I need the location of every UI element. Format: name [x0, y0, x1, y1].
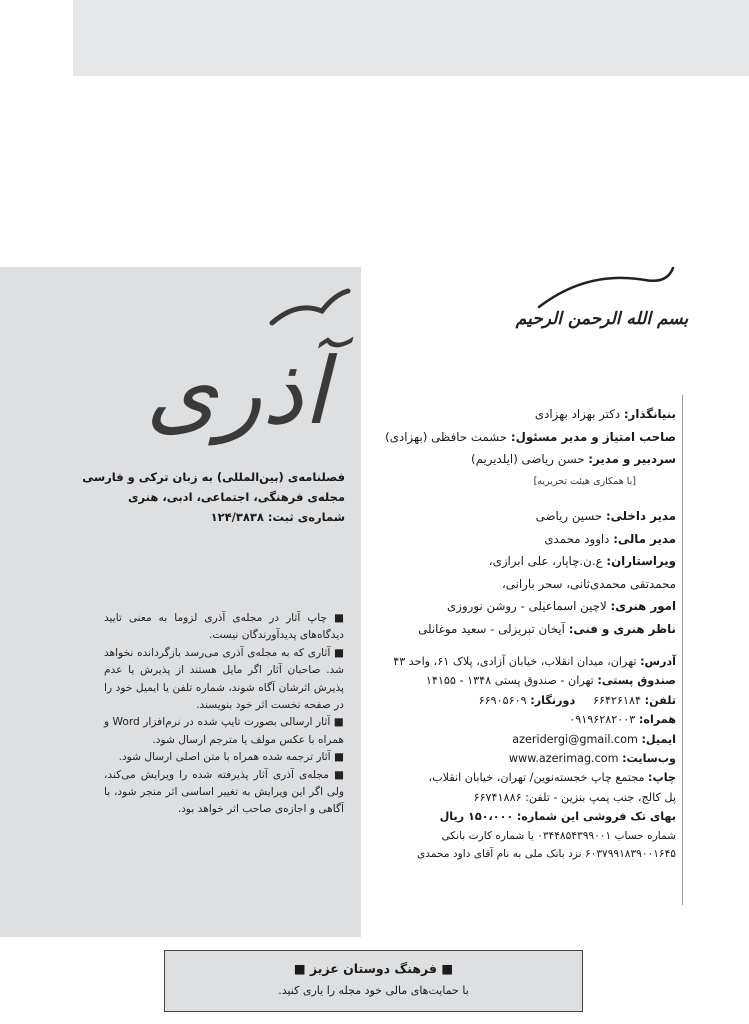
art-affairs-value: لاچین اسماعیلی - روشن نوروزی [447, 599, 607, 613]
price-line [380, 807, 676, 826]
founder-value: دکتر بهزاد بهزادی [534, 407, 621, 421]
column-divider [682, 395, 683, 905]
finance-manager-line [380, 528, 676, 551]
basmala-swash [539, 268, 673, 307]
magazine-line-2: مجله‌ی فرهنگی، اجتماعی، ادبی، هنری [127, 490, 345, 504]
mobile-label: همراه: [638, 713, 676, 727]
footer-title: ■ فرهنگ دوستان عزیز ■ [293, 961, 454, 976]
mobile-value: ۰۹۱۹۶۲۸۲۰۰۳ [569, 713, 636, 727]
printer-value: مجتمع چاپ خجسته‌نوین/ تهران، خیابان انقلاب، [428, 771, 645, 785]
finance-manager-label: مدیر مالی: [613, 531, 676, 546]
pobox-label: صندوق پستی: [597, 674, 676, 688]
fax-label: دورنگار: [530, 693, 576, 707]
internal-manager-label: مدیر داخلی: [605, 509, 676, 523]
phone-value: ۶۶۴۲۶۱۸۴ [592, 693, 642, 707]
magazine-line-1: فصلنامه‌ی (بین‌المللی) به زبان ترکی و فارسی [82, 470, 345, 484]
art-affairs-line [380, 595, 676, 618]
account-line: شماره حساب ۰۳۴۴۸۵۴۳۹۹۰۰۱ یا شماره کارت بانکی [441, 829, 676, 842]
footer-subtitle: با حمایت‌های مالی خود مجله را یاری کنید. [278, 984, 469, 997]
mobile-line [380, 710, 676, 729]
founder-line [380, 403, 676, 426]
editor-in-chief-value: حسن ریاضی (ایلدیریم) [471, 452, 585, 466]
price-value: ۱۵۰،۰۰۰ ریال [439, 810, 514, 824]
note-item: ■ آثار ترجمه شده همراه با متن اصلی ارسال شود. [118, 751, 344, 764]
owner-value: حشمت حافظی (بهزادی) [385, 429, 508, 444]
top-gray-band [73, 0, 749, 76]
editors-line-2: محمدتقی محمدی‌ثانی، سحر بارانی، [501, 576, 676, 591]
editor-in-chief-line [380, 448, 676, 471]
registration-line [122, 507, 345, 527]
address-label: آدرس: [640, 655, 676, 668]
note-item: ■ آثار ارسالی بصورت تایپ شده در نرم‌افزار Word و همراه با عکس مولف یا مترجم ارسال شود. [104, 716, 344, 746]
owner-line [380, 426, 676, 449]
azeri-logo [122, 283, 352, 451]
website-label: وب‌سایت: [622, 752, 676, 766]
editor-in-chief-label: سردبیر و مدیر: [588, 452, 676, 466]
basmala-calligraphy [515, 262, 689, 342]
internal-manager-value: حسین ریاضی [535, 509, 603, 523]
art-supervisor-value: آیخان تبریزلی - سعید موغانلی [418, 621, 565, 636]
printer-label: چاپ: [648, 771, 676, 785]
note-item: ■ مجله‌ی آذری آثار پذیرفته شده را ویرایش می‌کند، ولی اگر این ویرایش به تغییر اساسی اثر منجر شود، با آگاهی و اجازه‌ی صاحب اثر خواهد بود. [104, 768, 344, 816]
basmala-text: بسم الله الرحمن الرحیم [515, 309, 689, 329]
note-item: ■ چاپ آثار در مجله‌ی آذری لزوما به معنی تایید دیدگاه‌های پدیدآورندگان نیست. [104, 612, 344, 642]
address-value: تهران، میدان انقلاب، خیابان آزادی، پلاک ۶۱، واحد ۴۳ [393, 655, 637, 668]
owner-label: صاحب امتیاز و مدیر مسئول: [510, 429, 676, 444]
website-line [380, 749, 676, 768]
email-line [380, 730, 676, 749]
editors-value: ع.ن.چاپار، علی ابرازی، [488, 554, 603, 568]
phone-fax-line [380, 691, 676, 710]
art-affairs-label: امور هنری: [610, 599, 676, 613]
editors-label: ویراستاران: [606, 554, 676, 568]
art-supervisor-label: ناظر هنری و فنی: [568, 621, 676, 636]
printer-line [380, 768, 676, 787]
registration-number: ۱۲۴/۳۸۳۸ [210, 510, 264, 524]
address-line [380, 652, 676, 671]
art-supervisor-line [380, 618, 676, 641]
registration-label: شماره‌ی ثبت: [267, 510, 345, 524]
editors-line [380, 550, 676, 573]
pobox-line [380, 671, 676, 690]
card-line: ۶۰۳۷۹۹۱۸۳۹۰۰۱۶۴۵ نزد بانک ملی به نام آقای داود محمدی [417, 848, 676, 861]
internal-manager-line [380, 505, 676, 528]
email-value: azeridergi@gmail.com [512, 732, 638, 746]
pobox-value: تهران - صندوق پستی ۱۳۴۸ - ۱۴۱۵۵ [425, 674, 594, 688]
finance-manager-value: داوود محمدی [544, 531, 610, 546]
website-value: www.azerimag.com [508, 752, 619, 766]
fax-value: ۶۶۹۰۵۶۰۹ [478, 693, 527, 707]
note-item: ■ آثاری که به مجله‌ی آذری می‌رسد بازگردانده نخواهد شد. صاحبان آثار اگر مایل هستند از پذیرش یا عدم پذیرش اثرشان آگاه شوند، شماره تلفن یا ایمیل خود را در صفحه نخست اثر خود بنویسند. [104, 646, 344, 712]
masthead-column [380, 403, 676, 864]
submission-notes [104, 610, 344, 819]
printer-line-2: پل کالج، جنب پمپ بنزین - تلفن: ۶۶۷۴۱۸۸۶ [473, 790, 676, 804]
magazine-info [82, 467, 345, 527]
email-label: ایمیل: [641, 732, 676, 746]
editorial-board-note: [با همکاری هیئت تحریریه] [533, 475, 636, 487]
phone-label: تلفن: [644, 693, 676, 707]
founder-label: بنیانگذار: [623, 407, 676, 421]
price-label: بهای تک فروشی این شماره: [516, 810, 676, 824]
support-footer-box [164, 950, 583, 1012]
logo-madda-stroke [272, 291, 348, 323]
logo-text: آذری [145, 338, 329, 445]
